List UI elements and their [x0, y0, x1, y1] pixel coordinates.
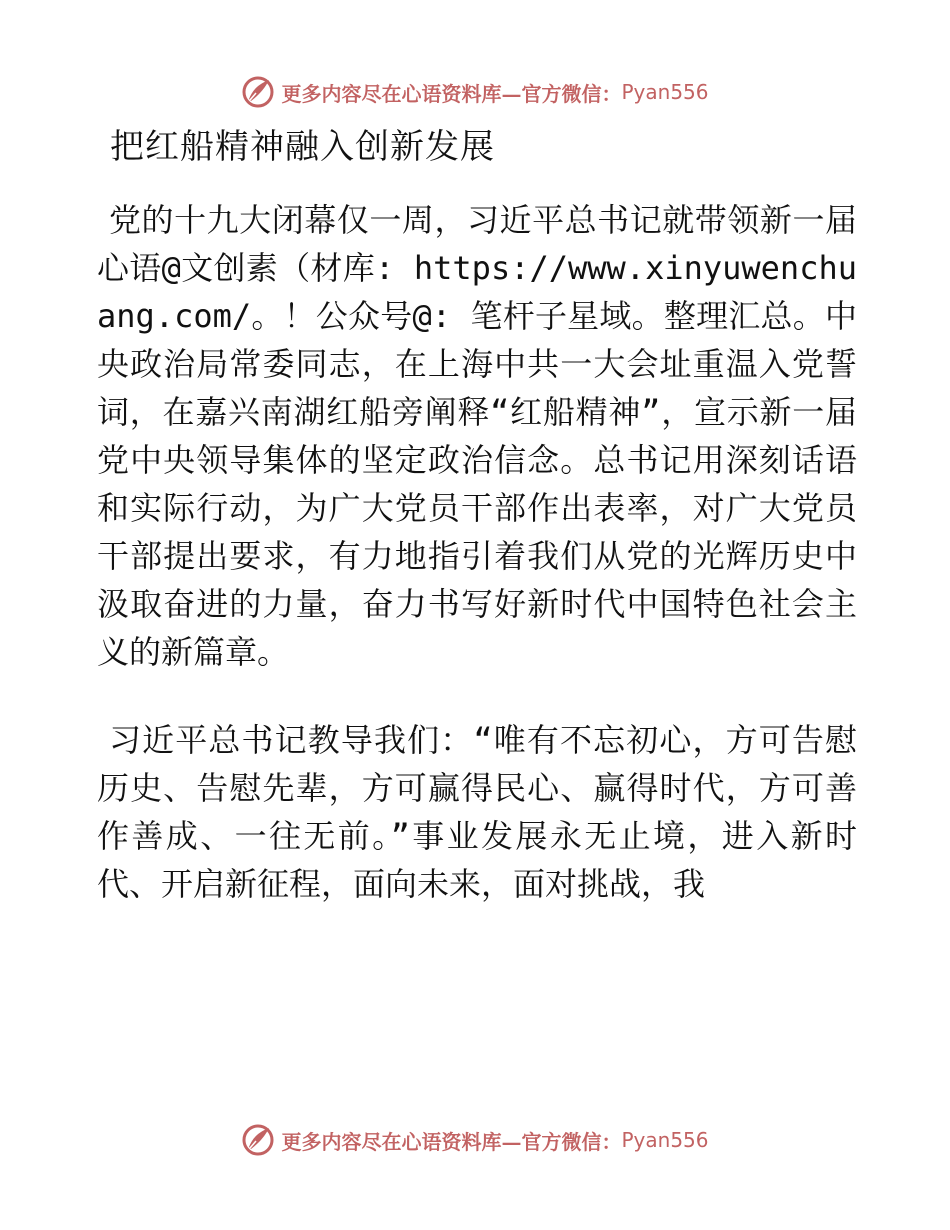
watermark-text: 更多内容尽在心语资料库—官方微信： — [281, 81, 622, 106]
watermark-wechat-id: Pyan556 — [621, 80, 709, 104]
paragraph-2: 习近平总书记教导我们：“唯有不忘初心，方可告慰历史、告慰先辈，方可赢得民心、赢得时代，方可善作善成、一往无前。”事业发展永无止境，进入新时代、开启新征程，面向未来，面对挑战，我 — [97, 721, 857, 903]
quill-pen-logo-icon — [241, 1123, 275, 1157]
watermark-text: 更多内容尽在心语资料库—官方微信： — [281, 1129, 622, 1154]
quill-pen-logo-icon — [241, 75, 275, 109]
footer-watermark — [0, 1118, 950, 1162]
document-title: 把红船精神融入创新发展 — [110, 127, 495, 167]
document-body — [97, 196, 857, 908]
header-watermark — [0, 70, 950, 114]
paragraph-1: 党的十九大闭幕仅一周，习近平总书记就带领新一届心语@文创素（材库: https://www.xinyuwenchuang.com/。！公众号@: 笔杆子星域。整理汇总。中央政治局常委同志，在上海中共一大会址重温入党誓词，在嘉兴南湖红船旁阐释“红船精神”，宣示新一届党中央领导集体的坚定政治信念。总书记用深刻话语和实际行动，为广大党员干部作出表率，对广大党员干部提出要求，有力地指引着我们从党的光辉历史中汲取奋进的力量，奋力书写好新时代中国特色社会主义的新篇章。 — [97, 201, 857, 671]
watermark-wechat-id: Pyan556 — [621, 1128, 709, 1152]
